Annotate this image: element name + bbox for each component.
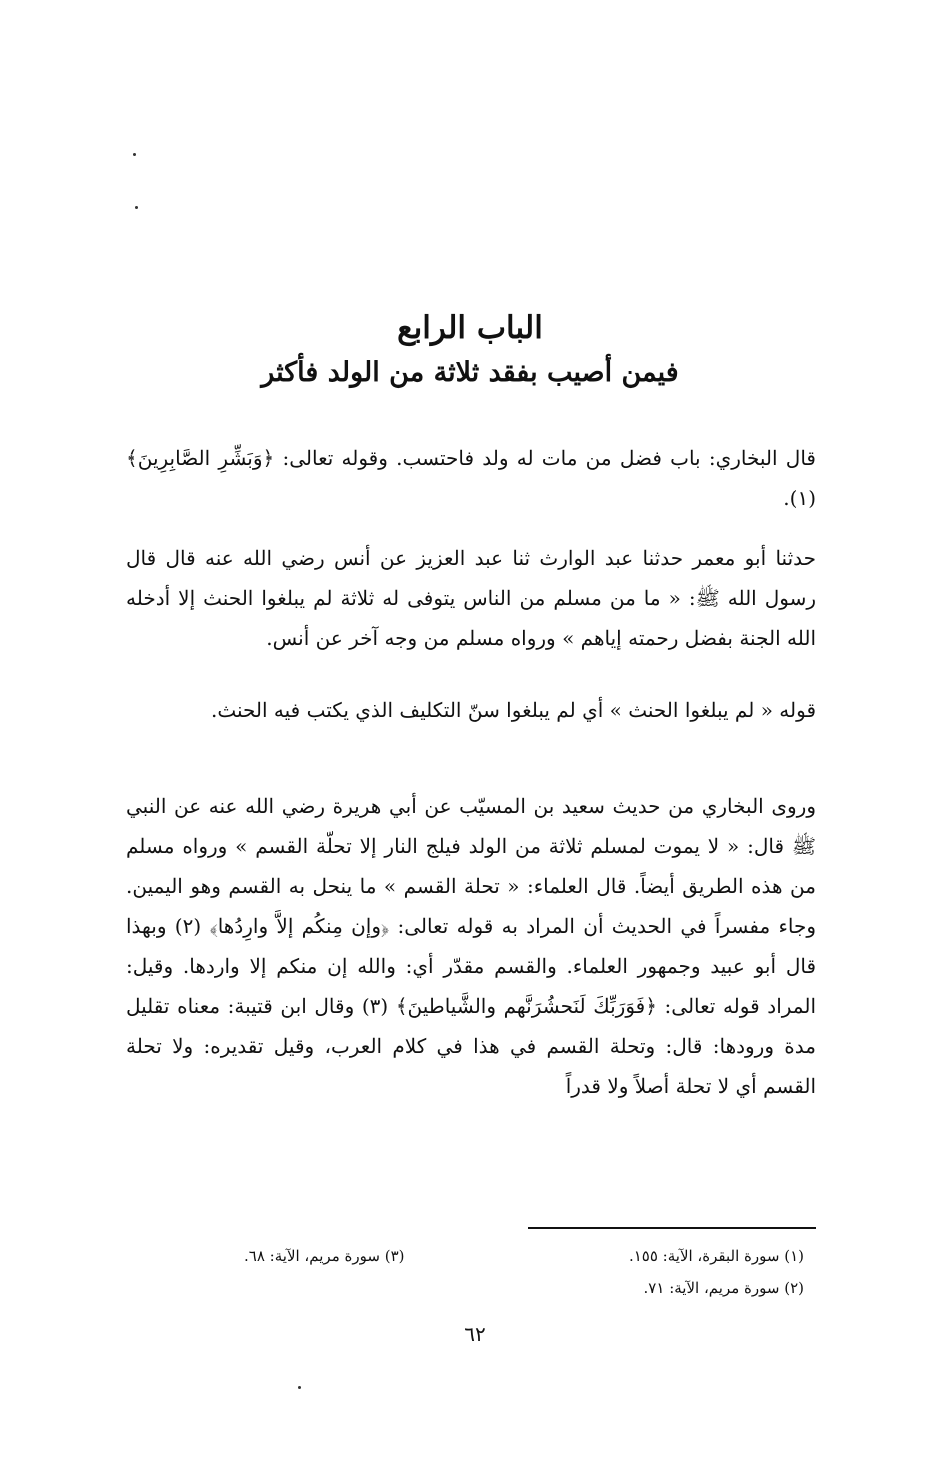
scan-speck xyxy=(298,1386,301,1389)
footnote-1: (١) سورة البقرة، الآية: ١٥٥. xyxy=(628,1247,804,1265)
chapter-heading xyxy=(120,305,820,395)
paragraph-1: قال البخاري: باب فضل من مات له ولد فاحتسب. وقوله تعالى: ﴿وَبَشِّرِ الصَّابِرِينَ﴾ (١). xyxy=(126,446,816,510)
page-number: ٦٢ xyxy=(464,1322,486,1346)
footnote-separator xyxy=(528,1227,816,1229)
footnote-row xyxy=(244,1272,804,1304)
chapter-title: الباب الرابع xyxy=(397,310,543,346)
scan-speck xyxy=(133,153,136,156)
paragraph-4: وروى البخاري من حديث سعيد بن المسيّب عن أبي هريرة رضي الله عنه عن النبي ﷺ قال: « لا يموت لمسلم ثلاثة من الولد فيلج النار إلا تحلّة القسم » ورواه مسلم من هذه الطريق أيضاً. قال العلماء: « تحلة القسم » ما ينحل به القسم وهو اليمين. وجاء مفسراً في الحديث أن المراد به قوله تعالى: ﴿وإن مِنكُم إلاَّ وارِدُها﴾ (٢) وبهذا قال أبو عبيد وجمهور العلماء. والقسم مقدّر أي: والله إن منكم إلا واردها. وقيل: المراد قوله تعالى: ﴿فَوَرَبِّكَ لَنَحشُرَنَّهم والشَّياطينَ﴾ (٣) وقال ابن قتيبة: معناه تقليل مدة ورودها: قال: وتحلة القسم في هذا في كلام العرب، وقيل تقديره: ولا تحلة القسم أي لا تحلة أصلاً ولا قدراً xyxy=(126,794,816,1098)
footnote-2: (٢) سورة مريم، الآية: ٧١. xyxy=(643,1279,804,1297)
footnotes xyxy=(244,1240,804,1304)
footnote-row xyxy=(244,1240,804,1272)
paragraph-2: حدثنا أبو معمر حدثنا عبد الوارث ثنا عبد العزيز عن أنس رضي الله عنه قال قال رسول الله ﷺ: « ما من مسلم من الناس يتوفى له ثلاثة لم يبلغوا الحنث إلا أدخله الله الجنة بفضل رحمته إياهم » ورواه مسلم من وجه آخر عن أنس. xyxy=(126,546,816,650)
scan-speck xyxy=(135,206,138,209)
footnote-3: (٣) سورة مريم، الآية: ٦٨. xyxy=(244,1247,405,1265)
paragraph-3: قوله « لم يبلغوا الحنث » أي لم يبلغوا سنّ التكليف الذي يكتب فيه الحنث. xyxy=(210,698,816,722)
chapter-subtitle: فيمن أصيب بفقد ثلاثة من الولد فأكثر xyxy=(261,357,679,388)
